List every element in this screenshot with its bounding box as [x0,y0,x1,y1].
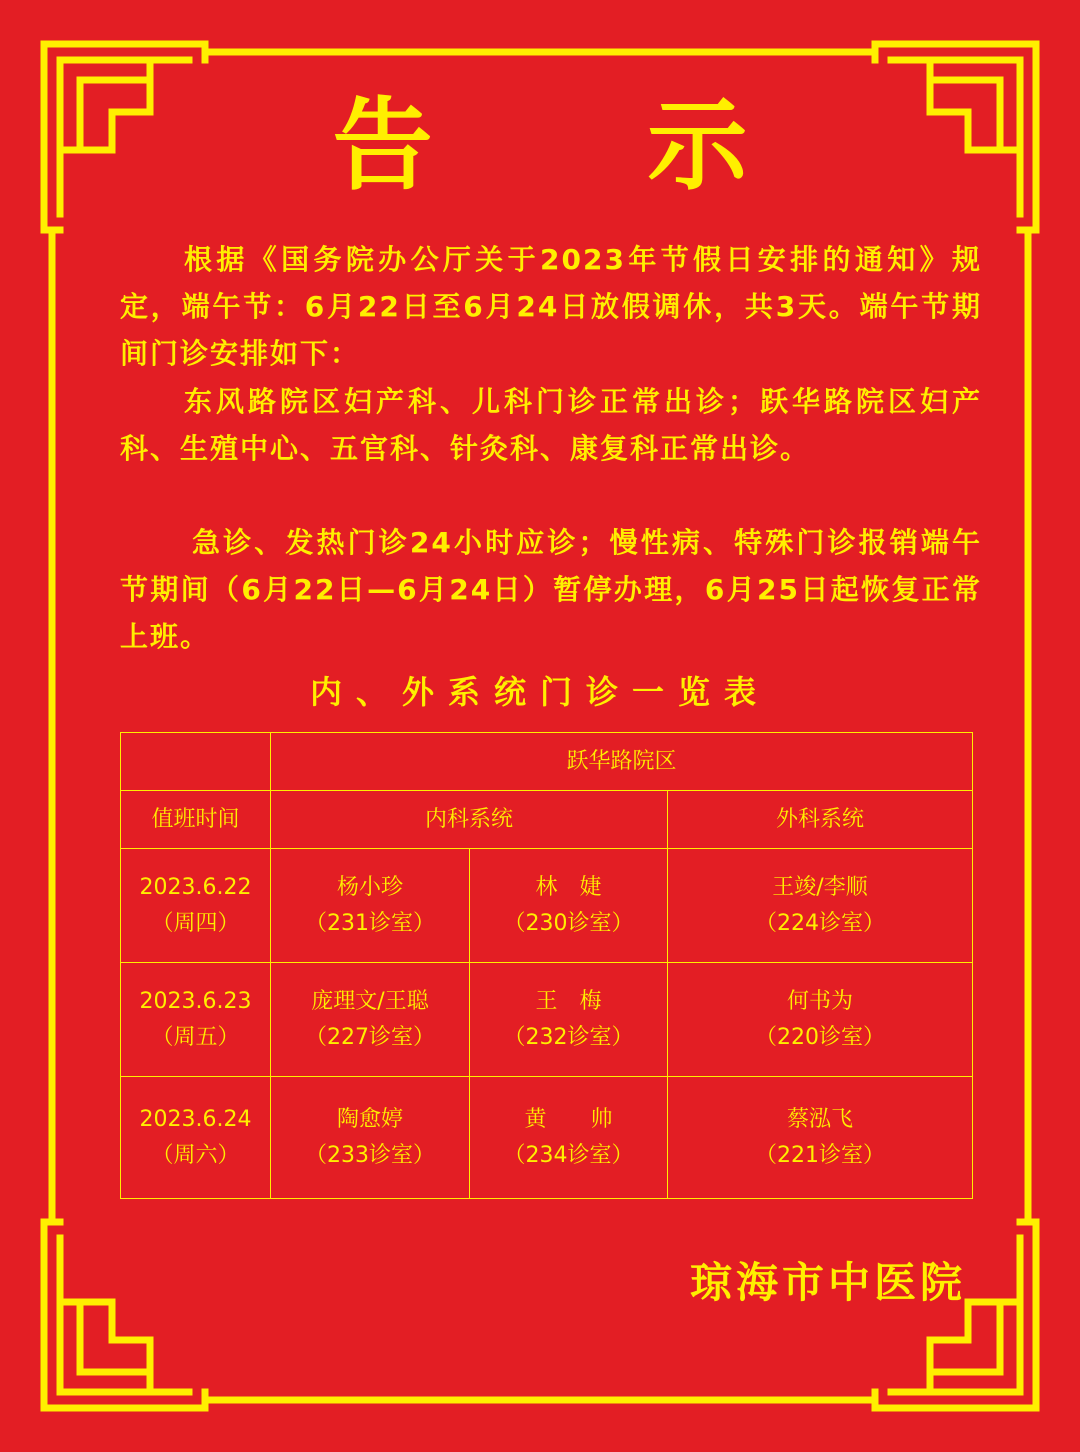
table-header-row [121,733,973,791]
doctor-name: 陶愈婷 [336,1106,403,1132]
notice-title: 告 示 [332,87,838,204]
weekday: （周五） [151,1024,240,1050]
date-cell [121,1077,271,1199]
notice-paragraph-departments: 东风路院区妇产科、儿科门诊正常出诊；跃华路院区妇产科、生殖中心、五官科、针灸科、康复科正常出诊。 [120,385,982,465]
table-subheader-row [121,791,973,849]
doctor-name: 庞理文/王聪 [311,988,429,1014]
doctor-name: 黄 帅 [524,1106,613,1132]
hospital-signature: 琼海市中医院 [689,1258,966,1307]
surgical-doctor-cell [668,1077,973,1199]
date-cell [121,963,271,1077]
surgical-doctor-cell [668,963,973,1077]
room: （232诊室） [503,1024,634,1050]
clinic-schedule-table [120,732,973,1199]
surgical-doctor-cell [668,849,973,963]
room: （234诊室） [503,1142,634,1168]
weekday: （周六） [151,1142,240,1168]
room: （233诊室） [305,1142,435,1168]
room: （224诊室） [755,910,885,936]
table-row [121,963,973,1077]
notice-paragraph-emergency: 急诊、发热门诊24小时应诊；慢性病、特殊门诊报销端午节期间（6月22日—6月24日）暂停办理，6月25日起恢复正常上班。 [120,526,982,653]
internal-doctor-cell [271,1077,470,1199]
date: 2023.6.24 [139,1106,252,1132]
table-corner-cell [121,733,271,791]
col-header-time: 值班时间 [121,791,271,849]
date: 2023.6.23 [139,988,252,1014]
doctor-name: 蔡泓飞 [787,1106,854,1132]
room: （220诊室） [755,1024,885,1050]
doctor-name: 何书为 [787,988,854,1014]
room: （227诊室） [305,1024,435,1050]
notice-paragraph-holiday: 根据《国务院办公厅关于2023年节假日安排的通知》规定，端午节：6月22日至6月24日放假调休，共3天。端午节期间门诊安排如下： [120,243,982,370]
date: 2023.6.22 [139,874,252,900]
room: （230诊室） [503,910,634,936]
room: （221诊室） [755,1142,885,1168]
doctor-name: 杨小珍 [336,874,403,900]
col-header-surgical: 外科系统 [668,791,973,849]
weekday: （周四） [151,910,240,936]
internal-doctor-cell [470,1077,668,1199]
doctor-name: 王竣/李顺 [772,874,868,900]
date-cell [121,849,271,963]
internal-doctor-cell [470,963,668,1077]
campus-header: 跃华路院区 [271,733,973,791]
internal-doctor-cell [470,849,668,963]
internal-doctor-cell [271,849,470,963]
col-header-internal: 内科系统 [271,791,668,849]
room: （231诊室） [305,910,435,936]
doctor-name: 王 梅 [535,988,602,1014]
internal-doctor-cell [271,963,470,1077]
table-row [121,1077,973,1199]
doctor-name: 林 婕 [535,874,602,900]
table-row [121,849,973,963]
table-title: 内、外系统门诊一览表 [309,673,770,711]
